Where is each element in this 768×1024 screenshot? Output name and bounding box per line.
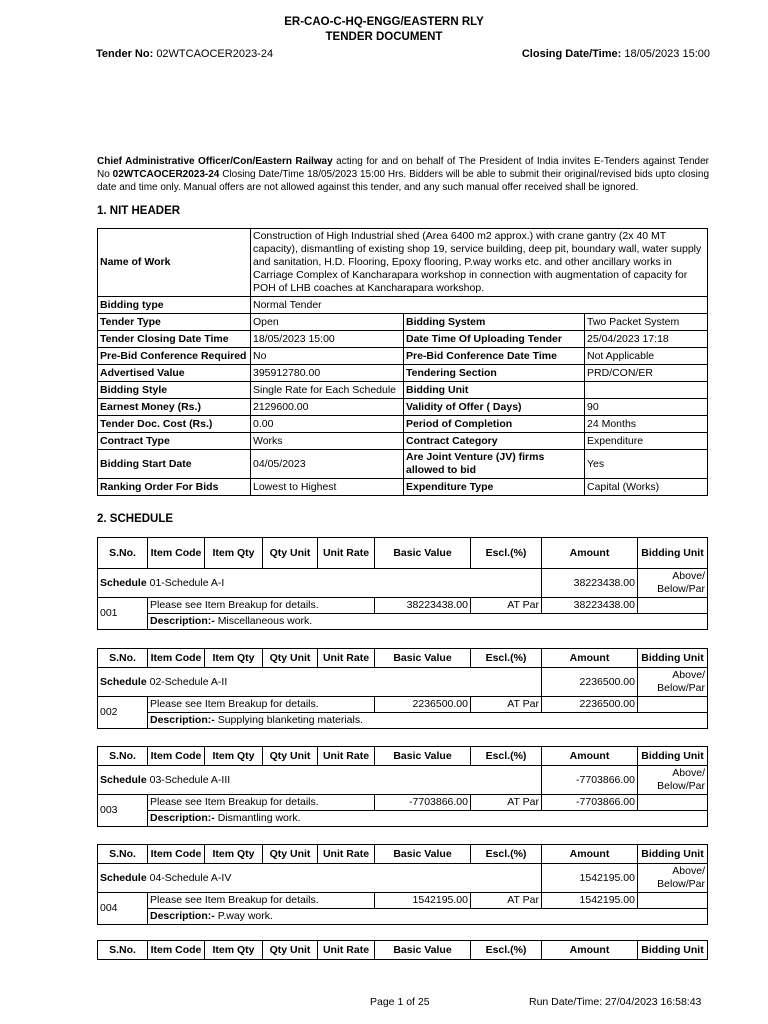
nit-label: Tender Closing Date Time <box>98 331 251 348</box>
item-bidding-unit-empty <box>638 598 708 614</box>
schedule-label: Schedule <box>100 773 147 786</box>
item-sno: 001 <box>98 598 148 630</box>
col-escl: Escl.(%) <box>471 747 542 766</box>
schedule-name-cell <box>98 668 542 697</box>
description-label: Description:- <box>150 812 215 824</box>
col-item-qty: Item Qty <box>205 538 263 569</box>
description-value: Supplying blanketing materials. <box>217 714 364 726</box>
nit-row-bidding-type <box>98 297 708 314</box>
nit-value <box>585 382 708 399</box>
nit-value: Yes <box>585 450 708 479</box>
col-amount: Amount <box>542 538 638 569</box>
item-bidding-unit-empty <box>638 893 708 909</box>
nit-label: Are Joint Venture (JV) firms allowed to bid <box>404 450 585 479</box>
schedule-label: Schedule <box>100 576 147 589</box>
item-text: Please see Item Breakup for details. <box>148 795 375 811</box>
schedule-summary-row <box>98 668 708 697</box>
item-bidding-unit-empty <box>638 697 708 713</box>
item-sno: 004 <box>98 893 148 925</box>
col-escl: Escl.(%) <box>471 941 542 960</box>
col-unit-rate: Unit Rate <box>318 845 375 864</box>
document-title: TENDER DOCUMENT <box>325 31 443 43</box>
col-unit-rate: Unit Rate <box>318 941 375 960</box>
col-qty-unit: Qty Unit <box>263 845 318 864</box>
description-cell <box>148 811 708 827</box>
schedule-total: 2236500.00 <box>542 668 638 697</box>
intro-text-2: Closing Date/Time 18/05/2023 15:00 Hrs. Bidders will be able to submit their original/revised bids upto closing date and time only. Manual offers are not allowed against this tender, and any such manual offer received shall be ignored. <box>97 169 710 193</box>
col-bidding-unit: Bidding Unit <box>638 941 708 960</box>
nit-value: Expenditure <box>585 433 708 450</box>
nit-section-title: 1. NIT HEADER <box>97 205 181 217</box>
col-unit-rate: Unit Rate <box>318 538 375 569</box>
schedule-table-header-continued <box>97 940 708 960</box>
col-unit-rate: Unit Rate <box>318 649 375 668</box>
intro-org: Chief Administrative Officer/Con/Eastern Railway <box>97 156 333 167</box>
col-sno: S.No. <box>98 538 148 569</box>
col-escl: Escl.(%) <box>471 845 542 864</box>
nit-row <box>98 450 708 479</box>
col-bidding-unit: Bidding Unit <box>638 649 708 668</box>
col-qty-unit: Qty Unit <box>263 941 318 960</box>
nit-label: Tender Type <box>98 314 251 331</box>
page-number: Page 1 of 25 <box>370 996 430 1008</box>
bidding-unit-value: Above/ Below/Par <box>638 864 708 893</box>
schedule-header-row <box>98 941 708 960</box>
col-basic-value: Basic Value <box>375 941 471 960</box>
schedule-description-row <box>98 909 708 925</box>
schedule-total: -7703866.00 <box>542 766 638 795</box>
nit-row <box>98 416 708 433</box>
nit-label: Ranking Order For Bids <box>98 479 251 496</box>
nit-value: 2129600.00 <box>251 399 404 416</box>
col-unit-rate: Unit Rate <box>318 747 375 766</box>
nit-label: Tender Doc. Cost (Rs.) <box>98 416 251 433</box>
description-label: Description:- <box>150 615 215 627</box>
nit-label: Pre-Bid Conference Date Time <box>404 348 585 365</box>
nit-row <box>98 365 708 382</box>
col-sno: S.No. <box>98 941 148 960</box>
description-value: Dismantling work. <box>217 812 301 824</box>
col-amount: Amount <box>542 941 638 960</box>
closing-date-value: 18/05/2023 15:00 <box>624 48 710 60</box>
col-item-code: Item Code <box>148 747 205 766</box>
col-basic-value: Basic Value <box>375 538 471 569</box>
col-item-qty: Item Qty <box>205 747 263 766</box>
nit-row <box>98 331 708 348</box>
nit-label: Expenditure Type <box>404 479 585 496</box>
col-item-code: Item Code <box>148 538 205 569</box>
name-of-work-value: Construction of High Industrial shed (Area 6400 m2 approx.) with crane gantry (2x 40 MT capacity), dismantling of existing shop 19, service building, deep pit, boundary wall, water supply and sanitation, H.D. Flooring, Epoxy flooring, P.way works etc. and other ancillary works in Carriage Complex of Kancharapara workshop in connection with augmentation of capacity for POH of LHB coaches at Kancharapara workshop. <box>251 229 708 297</box>
col-item-code: Item Code <box>148 649 205 668</box>
item-basic-value: 1542195.00 <box>375 893 471 909</box>
item-amount: 38223438.00 <box>542 598 638 614</box>
nit-value: 0.00 <box>251 416 404 433</box>
description-value: Miscellaneous work. <box>217 615 313 627</box>
item-escl: AT Par <box>471 893 542 909</box>
nit-value: Lowest to Highest <box>251 479 404 496</box>
schedule-total: 38223438.00 <box>542 569 638 598</box>
col-qty-unit: Qty Unit <box>263 747 318 766</box>
col-qty-unit: Qty Unit <box>263 649 318 668</box>
schedule-name: 04-Schedule A-IV <box>149 871 232 884</box>
nit-value: Open <box>251 314 404 331</box>
col-sno: S.No. <box>98 649 148 668</box>
description-cell <box>148 614 708 630</box>
schedule-header-row <box>98 747 708 766</box>
nit-value: Single Rate for Each Schedule <box>251 382 404 399</box>
intro-tender-no: 02WTCAOCER2023-24 <box>112 169 220 180</box>
schedule-name: 02-Schedule A-II <box>149 675 228 688</box>
schedule-section-title: 2. SCHEDULE <box>97 513 174 525</box>
run-date-time: Run Date/Time: 27/04/2023 16:58:43 <box>529 996 702 1008</box>
item-basic-value: -7703866.00 <box>375 795 471 811</box>
schedule-header-row <box>98 845 708 864</box>
nit-value: Works <box>251 433 404 450</box>
nit-header-table <box>97 228 708 496</box>
schedule-label: Schedule <box>100 871 147 884</box>
item-basic-value: 2236500.00 <box>375 697 471 713</box>
nit-value: Two Packet System <box>585 314 708 331</box>
description-value: P.way work. <box>217 910 273 922</box>
nit-value: 18/05/2023 15:00 <box>251 331 404 348</box>
description-label: Description:- <box>150 910 215 922</box>
tender-info-line <box>96 48 710 60</box>
nit-label: Bidding Unit <box>404 382 585 399</box>
nit-label: Bidding System <box>404 314 585 331</box>
nit-row <box>98 479 708 496</box>
nit-label: Contract Type <box>98 433 251 450</box>
col-basic-value: Basic Value <box>375 845 471 864</box>
col-item-code: Item Code <box>148 941 205 960</box>
col-item-qty: Item Qty <box>205 845 263 864</box>
nit-value: Not Applicable <box>585 348 708 365</box>
intro-paragraph <box>97 155 709 194</box>
col-sno: S.No. <box>98 747 148 766</box>
schedule-table <box>97 844 708 925</box>
schedule-description-row <box>98 811 708 827</box>
tender-no-label: Tender No: <box>96 48 154 60</box>
nit-value: No <box>251 348 404 365</box>
description-cell <box>148 713 708 729</box>
nit-label: Bidding Start Date <box>98 450 251 479</box>
bidding-unit-value: Above/ Below/Par <box>638 668 708 697</box>
schedule-item-row <box>98 697 708 713</box>
col-bidding-unit: Bidding Unit <box>638 845 708 864</box>
item-text: Please see Item Breakup for details. <box>148 697 375 713</box>
nit-row-name-of-work <box>98 229 708 297</box>
nit-label: Date Time Of Uploading Tender <box>404 331 585 348</box>
col-item-code: Item Code <box>148 845 205 864</box>
nit-label: Contract Category <box>404 433 585 450</box>
schedule-total: 1542195.00 <box>542 864 638 893</box>
col-qty-unit: Qty Unit <box>263 538 318 569</box>
schedule-header-row <box>98 538 708 569</box>
col-basic-value: Basic Value <box>375 649 471 668</box>
item-amount: 1542195.00 <box>542 893 638 909</box>
item-text: Please see Item Breakup for details. <box>148 893 375 909</box>
schedule-table <box>97 746 708 827</box>
item-basic-value: 38223438.00 <box>375 598 471 614</box>
item-escl: AT Par <box>471 697 542 713</box>
nit-label: Period of Completion <box>404 416 585 433</box>
document-org-title: ER-CAO-C-HQ-ENGG/EASTERN RLY <box>284 16 484 28</box>
nit-row <box>98 348 708 365</box>
schedule-summary-row <box>98 569 708 598</box>
bidding-type-value: Normal Tender <box>251 297 708 314</box>
col-sno: S.No. <box>98 845 148 864</box>
bidding-type-label: Bidding type <box>98 297 251 314</box>
closing-date <box>522 48 710 60</box>
tender-no-value: 02WTCAOCER2023-24 <box>156 48 274 60</box>
schedule-name-cell <box>98 569 542 598</box>
nit-value: Capital (Works) <box>585 479 708 496</box>
nit-value: 04/05/2023 <box>251 450 404 479</box>
schedule-description-row <box>98 614 708 630</box>
nit-label: Bidding Style <box>98 382 251 399</box>
item-escl: AT Par <box>471 598 542 614</box>
col-bidding-unit: Bidding Unit <box>638 747 708 766</box>
nit-label: Advertised Value <box>98 365 251 382</box>
col-amount: Amount <box>542 747 638 766</box>
item-sno: 002 <box>98 697 148 729</box>
nit-row <box>98 433 708 450</box>
description-cell <box>148 909 708 925</box>
nit-value: 90 <box>585 399 708 416</box>
col-escl: Escl.(%) <box>471 538 542 569</box>
name-of-work-label: Name of Work <box>98 229 251 297</box>
nit-value: 25/04/2023 17:18 <box>585 331 708 348</box>
schedule-summary-row <box>98 766 708 795</box>
schedule-item-row <box>98 795 708 811</box>
col-item-qty: Item Qty <box>205 941 263 960</box>
schedule-table <box>97 648 708 729</box>
bidding-unit-value: Above/ Below/Par <box>638 569 708 598</box>
nit-value: 24 Months <box>585 416 708 433</box>
item-bidding-unit-empty <box>638 795 708 811</box>
col-item-qty: Item Qty <box>205 649 263 668</box>
item-amount: 2236500.00 <box>542 697 638 713</box>
col-basic-value: Basic Value <box>375 747 471 766</box>
schedule-item-row <box>98 893 708 909</box>
intro-text-1: acting for and on behalf of The President of India invites E-Tenders against Tender No <box>97 156 709 180</box>
nit-label: Pre-Bid Conference Required <box>98 348 251 365</box>
bidding-unit-value: Above/ Below/Par <box>638 766 708 795</box>
schedule-table <box>97 537 708 630</box>
item-escl: AT Par <box>471 795 542 811</box>
nit-label: Validity of Offer ( Days) <box>404 399 585 416</box>
nit-row <box>98 399 708 416</box>
nit-label: Tendering Section <box>404 365 585 382</box>
nit-label: Earnest Money (Rs.) <box>98 399 251 416</box>
schedule-name: 01-Schedule A-I <box>149 576 225 589</box>
item-sno: 003 <box>98 795 148 827</box>
closing-date-label: Closing Date/Time: <box>521 48 622 60</box>
schedule-name: 03-Schedule A-III <box>149 773 231 786</box>
col-bidding-unit: Bidding Unit <box>638 538 708 569</box>
schedule-name-cell <box>98 766 542 795</box>
nit-value: PRD/CON/ER <box>585 365 708 382</box>
col-amount: Amount <box>542 649 638 668</box>
schedule-name-cell <box>98 864 542 893</box>
schedule-summary-row <box>98 864 708 893</box>
nit-row <box>98 314 708 331</box>
item-text: Please see Item Breakup for details. <box>148 598 375 614</box>
col-amount: Amount <box>542 845 638 864</box>
schedule-description-row <box>98 713 708 729</box>
item-amount: -7703866.00 <box>542 795 638 811</box>
nit-value: 395912780.00 <box>251 365 404 382</box>
schedule-header-row <box>98 649 708 668</box>
schedule-label: Schedule <box>100 675 147 688</box>
col-escl: Escl.(%) <box>471 649 542 668</box>
schedule-item-row <box>98 598 708 614</box>
description-label: Description:- <box>150 714 215 726</box>
nit-row <box>98 382 708 399</box>
